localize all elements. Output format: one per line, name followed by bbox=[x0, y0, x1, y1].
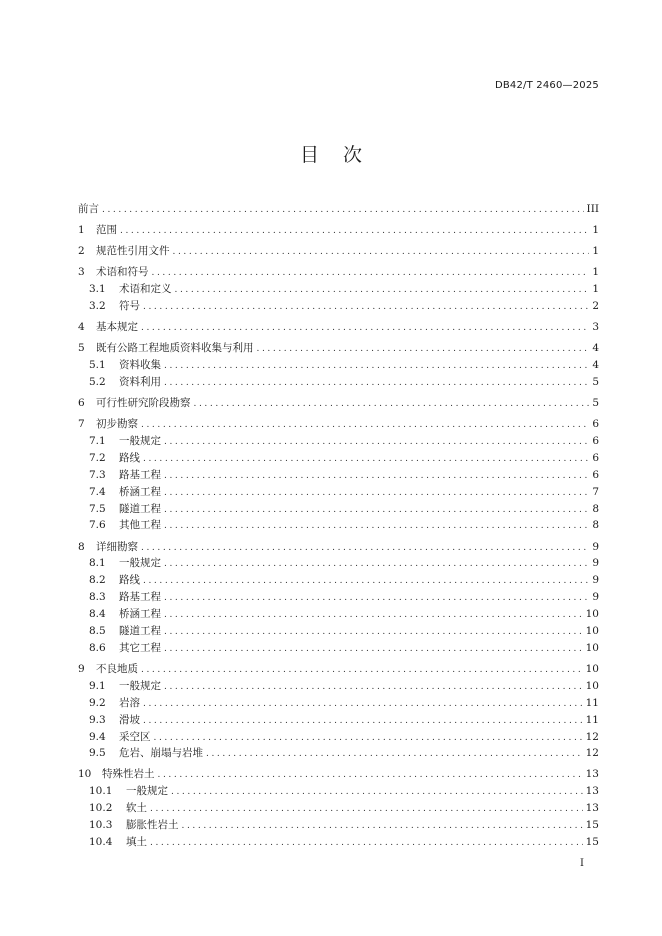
toc-entry-label: 特殊性岩土 bbox=[102, 768, 155, 781]
toc-entry-number: 3.2 bbox=[89, 300, 106, 313]
toc-entry-label: 一般规定 bbox=[119, 679, 161, 692]
toc-entry-page: 13 bbox=[585, 785, 599, 798]
toc-entry[interactable] bbox=[78, 623, 599, 640]
toc-leader-dots bbox=[143, 451, 589, 468]
toc-entry[interactable] bbox=[78, 243, 599, 260]
toc-leader-dots bbox=[164, 556, 589, 573]
toc-entry[interactable] bbox=[78, 501, 599, 518]
toc-entry-page: 5 bbox=[592, 375, 599, 388]
toc-entry-page: 10 bbox=[585, 679, 599, 692]
toc-leader-dots bbox=[152, 265, 590, 282]
toc-leader-dots bbox=[164, 624, 583, 641]
toc-entry-label: 隧道工程 bbox=[119, 502, 161, 515]
toc-entry-page: 10 bbox=[585, 662, 599, 675]
toc-entry[interactable] bbox=[78, 766, 599, 783]
toc-entry[interactable] bbox=[78, 298, 599, 315]
toc-entry[interactable] bbox=[78, 678, 599, 695]
toc-leader-dots bbox=[164, 590, 589, 607]
toc-entry-page: 1 bbox=[592, 224, 599, 237]
toc-leader-dots bbox=[175, 282, 590, 299]
toc-leader-dots bbox=[120, 223, 589, 240]
toc-entry-label: 滑坡 bbox=[119, 713, 140, 726]
toc-entry-page: 1 bbox=[592, 245, 599, 258]
toc-leader-dots bbox=[164, 679, 583, 696]
toc-entry-number: 10.4 bbox=[89, 836, 113, 849]
toc-entry-page: 9 bbox=[592, 574, 599, 587]
toc-entry[interactable] bbox=[78, 589, 599, 606]
toc-entry-page: 2 bbox=[592, 300, 599, 313]
toc-entry-page: 6 bbox=[592, 451, 599, 464]
toc-entry-label: 前言 bbox=[78, 203, 99, 215]
toc-entry[interactable] bbox=[78, 374, 599, 391]
toc-entry[interactable] bbox=[78, 834, 599, 851]
toc-entry-number: 6 bbox=[78, 397, 85, 410]
toc-entry-number: 5.2 bbox=[89, 375, 106, 388]
toc-entry-page: 10 bbox=[585, 608, 599, 621]
toc-leader-dots bbox=[206, 746, 583, 763]
page-number: I bbox=[580, 858, 584, 869]
toc-entry-label: 软土 bbox=[126, 802, 147, 815]
toc-entry[interactable] bbox=[78, 222, 599, 239]
toc-entry-label: 路线 bbox=[119, 451, 140, 464]
toc-leader-dots bbox=[154, 730, 583, 747]
toc-entry-page: 1 bbox=[592, 283, 599, 296]
toc-leader-dots bbox=[164, 468, 589, 485]
toc-entry-number: 8.3 bbox=[89, 591, 106, 604]
toc-leader-dots bbox=[141, 320, 589, 337]
toc-leader-dots bbox=[194, 396, 590, 413]
toc-title-char-2: 次 bbox=[343, 144, 363, 166]
toc-entry[interactable] bbox=[78, 357, 599, 374]
toc-entry[interactable] bbox=[78, 817, 599, 834]
toc-entry[interactable] bbox=[78, 800, 599, 817]
toc-entry-number: 9.3 bbox=[89, 713, 106, 726]
toc-entry[interactable] bbox=[78, 319, 599, 336]
toc-entry[interactable] bbox=[78, 555, 599, 572]
toc-entry-number: 9 bbox=[78, 662, 85, 675]
toc-entry-page: 15 bbox=[585, 836, 599, 849]
toc-entry-page: 5 bbox=[592, 397, 599, 410]
toc-entry-page: 10 bbox=[585, 624, 599, 637]
toc-entry-number: 7.4 bbox=[89, 485, 106, 498]
toc-entry-page: 13 bbox=[585, 802, 599, 815]
toc-entry-number: 10 bbox=[78, 768, 92, 781]
toc-entry-label: 资料利用 bbox=[119, 375, 161, 388]
toc-entry-number: 4 bbox=[78, 321, 85, 334]
toc-entry-page: 4 bbox=[592, 359, 599, 372]
toc-entry-page: 9 bbox=[592, 557, 599, 570]
toc-entry[interactable] bbox=[78, 433, 599, 450]
toc-entry[interactable] bbox=[78, 484, 599, 501]
toc-entry[interactable] bbox=[78, 661, 599, 678]
toc-entry-number: 8.1 bbox=[89, 557, 106, 570]
toc-leader-dots bbox=[164, 358, 589, 375]
toc-entry-label: 填土 bbox=[126, 836, 147, 849]
toc-entry-label: 路线 bbox=[119, 574, 140, 587]
toc-entry[interactable] bbox=[78, 606, 599, 623]
toc-leader-dots bbox=[158, 767, 583, 784]
toc-entry-page: 8 bbox=[592, 502, 599, 515]
toc-title-char-1: 目 bbox=[299, 144, 319, 166]
toc-entry-number: 8.2 bbox=[89, 574, 106, 587]
toc-entry-label: 路基工程 bbox=[119, 468, 161, 481]
toc-leader-dots bbox=[143, 573, 589, 590]
toc-leader-dots bbox=[257, 341, 590, 358]
toc-entry[interactable] bbox=[78, 729, 599, 746]
toc-entry-page: 12 bbox=[585, 730, 599, 743]
toc-entry-number: 8 bbox=[78, 540, 85, 553]
toc-entry-page: 4 bbox=[592, 342, 599, 355]
toc-entry-page: 9 bbox=[592, 591, 599, 604]
toc-entry-number: 5 bbox=[78, 342, 85, 355]
toc-entry-number: 8.5 bbox=[89, 624, 106, 637]
toc-entry-number: 7.5 bbox=[89, 502, 106, 515]
toc-entry[interactable] bbox=[78, 745, 599, 762]
toc-entry[interactable] bbox=[78, 467, 599, 484]
toc-entry-label: 一般规定 bbox=[119, 435, 161, 447]
toc-entry-page: 15 bbox=[585, 819, 599, 832]
toc-entry-page: 10 bbox=[585, 641, 599, 654]
toc-entry-page: 8 bbox=[592, 519, 599, 532]
toc-entry-page: 3 bbox=[592, 321, 599, 334]
toc-entry-page: 11 bbox=[585, 713, 599, 726]
toc-entry-page: 1 bbox=[592, 266, 599, 279]
document-code: DB42/T 2460—2025 bbox=[494, 80, 599, 91]
toc-entry-label: 可行性研究阶段勘察 bbox=[96, 397, 191, 410]
toc-entry-number: 2 bbox=[78, 245, 85, 258]
toc-leader-dots bbox=[150, 801, 583, 818]
toc-entry-page: 9 bbox=[592, 540, 599, 553]
toc-entry[interactable] bbox=[78, 340, 599, 357]
toc-entry-page: 13 bbox=[585, 768, 599, 781]
toc-entry-page: 12 bbox=[585, 747, 599, 760]
toc-entry-number: 7 bbox=[78, 418, 85, 431]
toc-entry-number: 10.3 bbox=[89, 819, 113, 832]
toc-leader-dots bbox=[150, 835, 583, 852]
toc-leader-dots bbox=[143, 713, 583, 730]
toc-entry-label: 隧道工程 bbox=[119, 624, 161, 637]
toc-entry-number: 5.1 bbox=[89, 359, 106, 372]
toc-entry[interactable] bbox=[78, 281, 599, 298]
toc-entry-label: 岩溶 bbox=[119, 696, 140, 709]
toc-entry[interactable] bbox=[78, 450, 599, 467]
toc-entry-number: 7.1 bbox=[89, 435, 106, 447]
toc-entry-label: 危岩、崩塌与岩堆 bbox=[119, 747, 203, 760]
toc-leader-dots bbox=[164, 485, 589, 502]
toc-leader-dots bbox=[143, 696, 583, 713]
toc-entry[interactable] bbox=[78, 695, 599, 712]
toc-entry-label: 详细勘察 bbox=[96, 540, 138, 553]
toc-entry-page: 6 bbox=[592, 418, 599, 431]
toc-entry[interactable] bbox=[78, 712, 599, 729]
toc-entry[interactable] bbox=[78, 539, 599, 556]
toc-leader-dots bbox=[164, 502, 589, 519]
toc-entry-label: 不良地质 bbox=[96, 662, 138, 675]
toc-entry-page: 6 bbox=[592, 435, 599, 447]
toc-title bbox=[0, 140, 662, 167]
toc-entry-label: 术语和符号 bbox=[96, 266, 149, 279]
toc-entry[interactable] bbox=[78, 416, 599, 433]
toc-entry-number: 10.2 bbox=[89, 802, 113, 815]
toc-entry[interactable] bbox=[78, 783, 599, 800]
toc-leader-dots bbox=[164, 518, 589, 535]
toc-entry-number: 9.1 bbox=[89, 679, 106, 692]
toc-entry-label: 符号 bbox=[119, 300, 140, 313]
toc-entry-label: 其它工程 bbox=[119, 641, 161, 654]
toc-entry-number: 3 bbox=[78, 266, 85, 279]
toc-entry-number: 7.2 bbox=[89, 451, 106, 464]
toc-leader-dots bbox=[102, 202, 584, 219]
toc-entry[interactable] bbox=[78, 640, 599, 657]
toc-entry-label: 一般规定 bbox=[119, 557, 161, 570]
toc-entry-label: 范围 bbox=[96, 224, 117, 237]
toc-entry-number: 10.1 bbox=[89, 785, 113, 798]
toc-entry-number: 7.6 bbox=[89, 519, 106, 532]
toc-entry-label: 一般规定 bbox=[126, 785, 168, 798]
toc-entry-label: 初步勘察 bbox=[96, 418, 138, 431]
toc-entry-page: 7 bbox=[592, 485, 599, 498]
toc-entry-label: 基本规定 bbox=[96, 321, 138, 334]
toc-leader-dots bbox=[164, 641, 583, 658]
toc-leader-dots bbox=[141, 417, 589, 434]
toc-entry-number: 9.4 bbox=[89, 730, 106, 743]
toc-entry-number: 7.3 bbox=[89, 468, 106, 481]
toc-entry-number: 8.6 bbox=[89, 641, 106, 654]
toc-leader-dots bbox=[164, 375, 589, 392]
toc-entry-label: 采空区 bbox=[119, 730, 151, 743]
toc-entry-label: 规范性引用文件 bbox=[96, 245, 170, 258]
toc-leader-dots bbox=[182, 818, 583, 835]
toc-entry[interactable] bbox=[78, 395, 599, 412]
toc-entry[interactable] bbox=[78, 572, 599, 589]
toc-entry-label: 路基工程 bbox=[119, 591, 161, 604]
toc-entry-label: 既有公路工程地质资料收集与利用 bbox=[96, 342, 254, 355]
toc-entry-number: 8.4 bbox=[89, 608, 106, 621]
toc-entry-page: 11 bbox=[585, 696, 599, 709]
toc-leader-dots bbox=[141, 662, 583, 679]
toc-leader-dots bbox=[164, 434, 589, 451]
toc-entry-number: 9.2 bbox=[89, 696, 106, 709]
toc-leader-dots bbox=[171, 784, 583, 801]
toc-entry-label: 资料收集 bbox=[119, 359, 161, 372]
toc-leader-dots bbox=[143, 299, 589, 316]
toc-entry-label: 术语和定义 bbox=[119, 283, 172, 296]
toc-entry-number: 1 bbox=[78, 224, 85, 237]
toc-list bbox=[78, 201, 599, 851]
toc-entry[interactable] bbox=[78, 201, 599, 218]
toc-leader-dots bbox=[173, 244, 590, 261]
toc-entry-page: III bbox=[586, 203, 599, 215]
toc-leader-dots bbox=[141, 540, 589, 557]
toc-entry-page: 6 bbox=[592, 468, 599, 481]
toc-entry[interactable] bbox=[78, 264, 599, 281]
toc-entry-number: 9.5 bbox=[89, 747, 106, 760]
toc-entry-label: 桥涵工程 bbox=[119, 608, 161, 621]
toc-entry[interactable] bbox=[78, 517, 599, 534]
toc-entry-label: 其他工程 bbox=[119, 519, 161, 532]
toc-entry-number: 3.1 bbox=[89, 283, 106, 296]
toc-entry-label: 桥涵工程 bbox=[119, 485, 161, 498]
toc-entry-label: 膨胀性岩土 bbox=[126, 819, 179, 832]
toc-leader-dots bbox=[164, 607, 583, 624]
